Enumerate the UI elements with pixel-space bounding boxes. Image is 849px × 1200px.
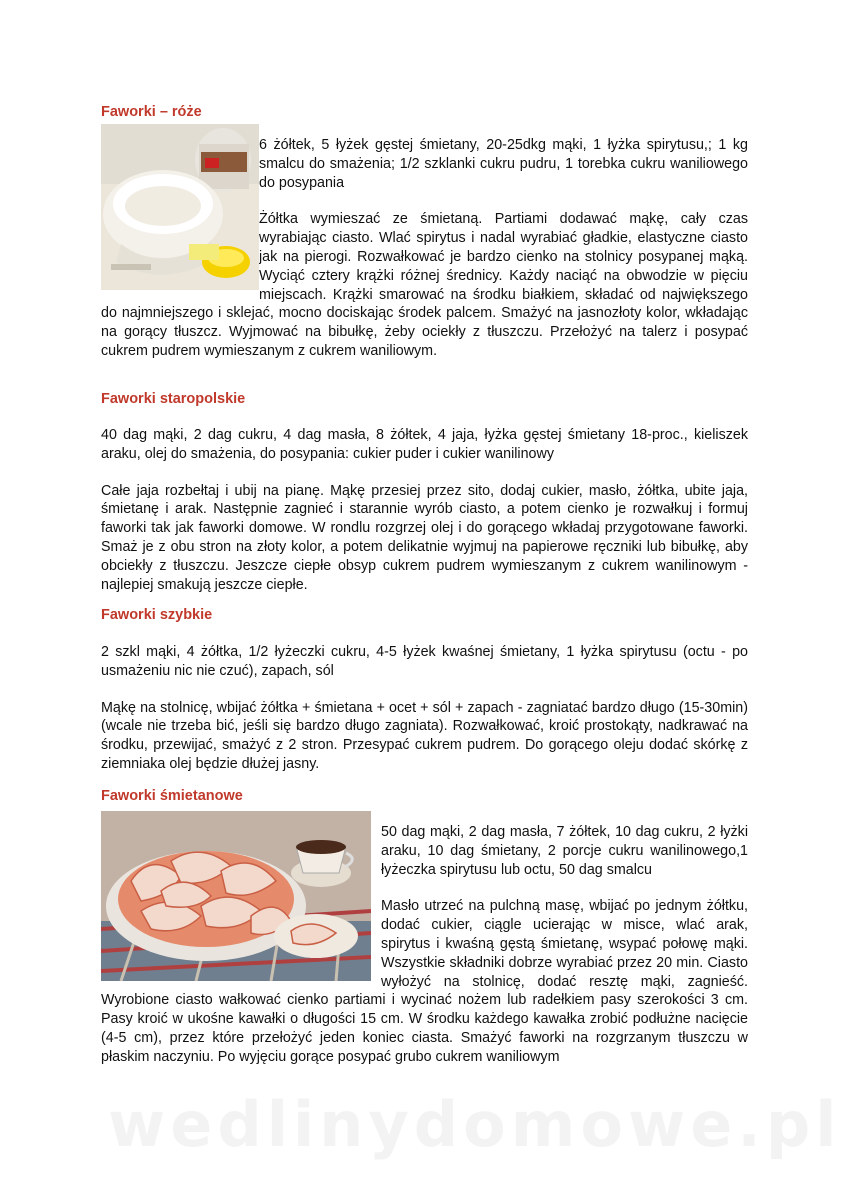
watermark: wedlinydomowe.pl — [108, 1088, 842, 1161]
recipe-method-1: Żółtka wymieszać ze śmietaną. Partiami dodawać mąkę, cały czas wyrabiając ciasto. Wlać spirytus i nadal wyrabiać gładkie, elastyczne ciasto jak na pierogi. Rozwałkować je bardzo cienko na stolnicy posypanej mąką. Wyciąć cztery krążki różnej średnicy. Każdy naciąć na obwodzie w pięciu miejscach. Krążki smarować na środku białkiem, składać od największego do najmniejszego i sklejać, mocno dociskając środek palcem. Smażyć na jasnozłoty kolor, wkładając na gorący tłuszcz. Wyjmować na bibułkę, żeby ociekły z tłuszczu. Przełożyć na talerz i posypać cukrem pudrem wymieszanym z cukrem waniliowym. — [101, 211, 748, 359]
recipe-method-3: Mąkę na stolnicę, wbijać żółtka + śmietana + ocet + sól + zapach - zagniatać bardzo długo (15-30min) (wcale nie trzeba bić, jeśli się bardzo długo zagniata). Rozwałkować, kroić prostokąty, nadkrawać na środku, przewijać, smażyć z 2 stron. Przesypać cukrem pudrem. Do gorącego oleju dodać skórkę z ziemniaka olej będzie dłużej jasny. — [101, 699, 748, 772]
faworki-plate-photo — [101, 811, 371, 981]
recipe-section-3 — [101, 643, 748, 774]
recipe-title-2: Faworki staropolskie — [101, 391, 246, 407]
faworki-plate-photo-icon — [101, 811, 371, 981]
recipe-ingredients-3: 2 szkl mąki, 4 żółtka, 1/2 łyżeczki cukru, 4-5 łyżek kwaśnej śmietany, 1 łyżka spirytusu (octu - po usmażeniu nic nie czuć), zapach, sól — [101, 644, 748, 679]
recipe-ingredients-4: 50 dag mąki, 2 dag masła, 7 żółtek, 10 dag cukru, 2 łyżki araku, 10 dag śmietany, 2 porcje cukru wanilinowego,1 łyżeczka spirytusu lub octu, 50 dag smalcu — [381, 824, 748, 878]
recipe-method-2: Całe jaja rozbełtaj i ubij na pianę. Mąkę przesiej przez sito, dodaj cukier, masło, żółtka, ubite jaja, śmietanę i arak. Następnie zagnieć i starannie wyrób ciasto, a potem cienko je rozwałkuj i formuj faworki tak jak faworki domowe. W rondlu rozgrzej olej i do gorącego wkładaj przygotowane faworki. Smaż je z obu stron na złoty kolor, a potem delikatnie wyjmuj na papierowe ręczniki lub bibułkę, aby obciekły z tłuszczu. Jeszcze ciepłe obsyp cukrem pudrem wymieszanym z cukrem wanilinowym - najlepiej smakują jeszcze ciepłe. — [101, 482, 748, 593]
recipe-ingredients-2: 40 dag mąki, 2 dag cukru, 4 dag masła, 8 żółtek, 4 jaja, łyżka gęstej śmietany 18-proc., kieliszek araku, olej do smażenia, do posypania: cukier puder i cukier wanilinowy — [101, 427, 748, 462]
recipe-title-3: Faworki szybkie — [101, 607, 213, 623]
flour-bowl-photo-icon — [101, 124, 259, 290]
recipe-title-1: Faworki – róże — [101, 104, 202, 120]
recipe-ingredients-1: 6 żółtek, 5 łyżek gęstej śmietany, 20-25dkg mąki, 1 łyżka spirytusu,; 1 kg smalcu do smażenia; 1/2 szklanki cukru pudru, 1 torebka cukru waniliowego do posypania — [259, 137, 748, 191]
recipe-section-4 — [101, 811, 748, 1067]
recipe-section-1 — [101, 124, 748, 361]
flour-bowl-photo — [101, 124, 259, 290]
recipe-section-2 — [101, 426, 748, 594]
recipe-method-4: Masło utrzeć na pulchną masę, wbijać po jednym żółtku, dodać cukier, ciągle ucierając w misce, wlać arak, spirytus i kwaśną gęstą śmietanę, wsypać połowę mąki. Wszystkie składniki dobrze wyrabiać przez 20 min. Ciasto wyłożyć na stolnicę, dodać resztę mąki, zagnieść. Wyrobione ciasto wałkować cienko partiami i wycinać nożem lub radełkiem pasy szerokości 3 cm. Pasy kroić w ukośne kawałki o długości 15 cm. W środku każdego kawałka zrobić podłużne nacięcie (4-5 cm), przez które przełożyć jeden koniec ciasta. Smażyć faworki na rozgrzanym tłuszczu w płaskim naczyniu. Po wyjęciu gorące posypać grubo cukrem waniliowym — [101, 898, 748, 1065]
recipe-title-4: Faworki śmietanowe — [101, 788, 243, 804]
